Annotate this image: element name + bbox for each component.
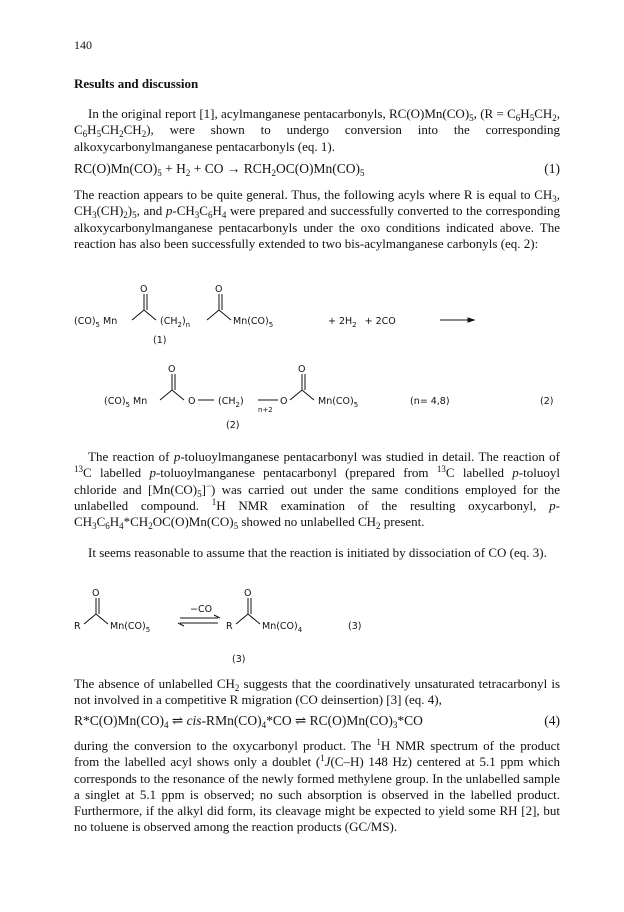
compound-label-3: (3)	[232, 654, 246, 665]
svg-text:+ 2H2+ 2CO: + $2H_2 + 2CO$	[328, 316, 396, 329]
paragraph-3: The reaction of p-toluoylmanganese pentacarbonyl was studied in detail. The reaction of $^{13}$C labelled p-toluoylmanganese pentacarbonyl (prepared from $^{13}$C labelled p-toluoyl chloride and $[Mn(CO)_5]^-$) was carried out under the same conditions employed for the unlabelled compound. $^1$H NMR examination of the resulting oxycarbonyl, $p-CH_3C_6H_4*CH_2OC(O)Mn(CO)_5$ showed no unlabelled $CH_2$ present.	[74, 449, 560, 532]
paragraph-5: The absence of unlabelled $CH_2$ suggests that the coordinatively unsaturated tetracarbonyl is not involved in a competitive R migration (CO deinsertion) [3] (eq. 4),	[74, 676, 560, 708]
equation-1: $RC(O)Mn(CO)_5 + H_2$ + CO → $RCH_2OC(O)Mn(CO)_5$ (1)	[74, 161, 560, 178]
svg-text:(CO)5Mn: $(CO)_5$ Mn	[104, 396, 148, 409]
paragraph-4: It seems reasonable to assume that the reaction is initiated by dissociation of CO (eq. 3).	[88, 545, 547, 560]
svg-text:Mn(CO)4: $Mn(CO)_4$	[262, 621, 303, 634]
page-number: 140	[74, 38, 92, 52]
svg-text:(CO)5Mn: $(CO)_5$ Mn	[74, 316, 118, 329]
equation-4: $R*C(O)Mn(CO)_4$ ⇌ cis-$RMn(CO)_4*CO$ ⇌ $RC(O)Mn(CO)_3*CO$ (4)	[74, 713, 560, 730]
svg-text:Mn(CO)5: $Mn(CO)_5$	[233, 316, 274, 329]
paragraph-1: In the original report [1], acylmanganese pentacarbonyls, $RC(O)Mn(CO)_5$, ($R = C_6H_5CH_2$, $C_6H_5CH_2CH_2$), were shown to undergo conversion into the corresponding alkoxycarbonylmanganese pentacarbonyls (eq. 1).	[74, 106, 560, 154]
svg-text:O: O	[140, 284, 148, 295]
dissociation-scheme-3	[74, 588, 361, 665]
svg-text:(CH2)n: $(CH_2)_n$	[160, 316, 191, 329]
section-heading: Results and discussion	[74, 76, 199, 91]
svg-text:O: O	[298, 364, 306, 375]
equation-number-3: (3)	[348, 621, 362, 632]
svg-text:O: O	[168, 364, 176, 375]
equation-number-4: (4)	[544, 713, 560, 728]
svg-text:O: O	[244, 588, 252, 599]
svg-text:n+2: n+2	[258, 406, 273, 414]
svg-text:R: R	[226, 621, 233, 632]
svg-text:(n= 4,8): (n= 4,8)	[410, 396, 450, 407]
compound-label-2: (2)	[226, 420, 240, 431]
svg-text:O: O	[215, 284, 223, 295]
compound-label-1: (1)	[153, 335, 167, 346]
svg-text:O: O	[188, 396, 196, 407]
svg-text:Mn(CO)5: $Mn(CO)_5$	[318, 396, 359, 409]
svg-text:−CO: −CO	[190, 604, 213, 615]
svg-text:R: R	[74, 621, 81, 632]
svg-text:(CH2): $(CH_2)$	[218, 396, 244, 409]
svg-text:Mn(CO)5: $Mn(CO)_5$	[110, 621, 151, 634]
svg-text:O: O	[280, 396, 288, 407]
bis-oxycarbonyl-structure	[104, 364, 553, 431]
bis-acyl-structure	[74, 284, 474, 346]
paragraph-2: The reaction appears to be quite general. Thus, the following acyls where R is equal to $CH_3$, $CH_3(CH)_2)_5$, and $p-CH_3C_6H_4$ were prepared and successfully converted to the corresponding alkoxycarbonylmanganese pentacarbonyls under the oxo conditions indicated above. The reaction has also been successfully extended to two bis-acylmanganese carbonyls (eq. 2):	[74, 187, 560, 251]
svg-text:O: O	[92, 588, 100, 599]
equation-number-1: (1)	[544, 161, 560, 176]
equation-number-2: (2)	[540, 396, 554, 407]
paragraph-6: during the conversion to the oxycarbonyl product. The $^1$H NMR spectrum of the product from the labelled acyl shows only a doublet ($^1$J(C–H) 148 Hz) centered at 5.1 ppm which corresponds to the resonance of the newly formed methylene group. In the unlabelled sample a singlet at 5.1 ppm is observed; no such absorption is observed in the labelled product. Furthermore, if the alkyl did form, its cleavage might be expected to yield some RH [2], but no toluene is observed among the reaction products (GC/MS).	[74, 737, 560, 835]
